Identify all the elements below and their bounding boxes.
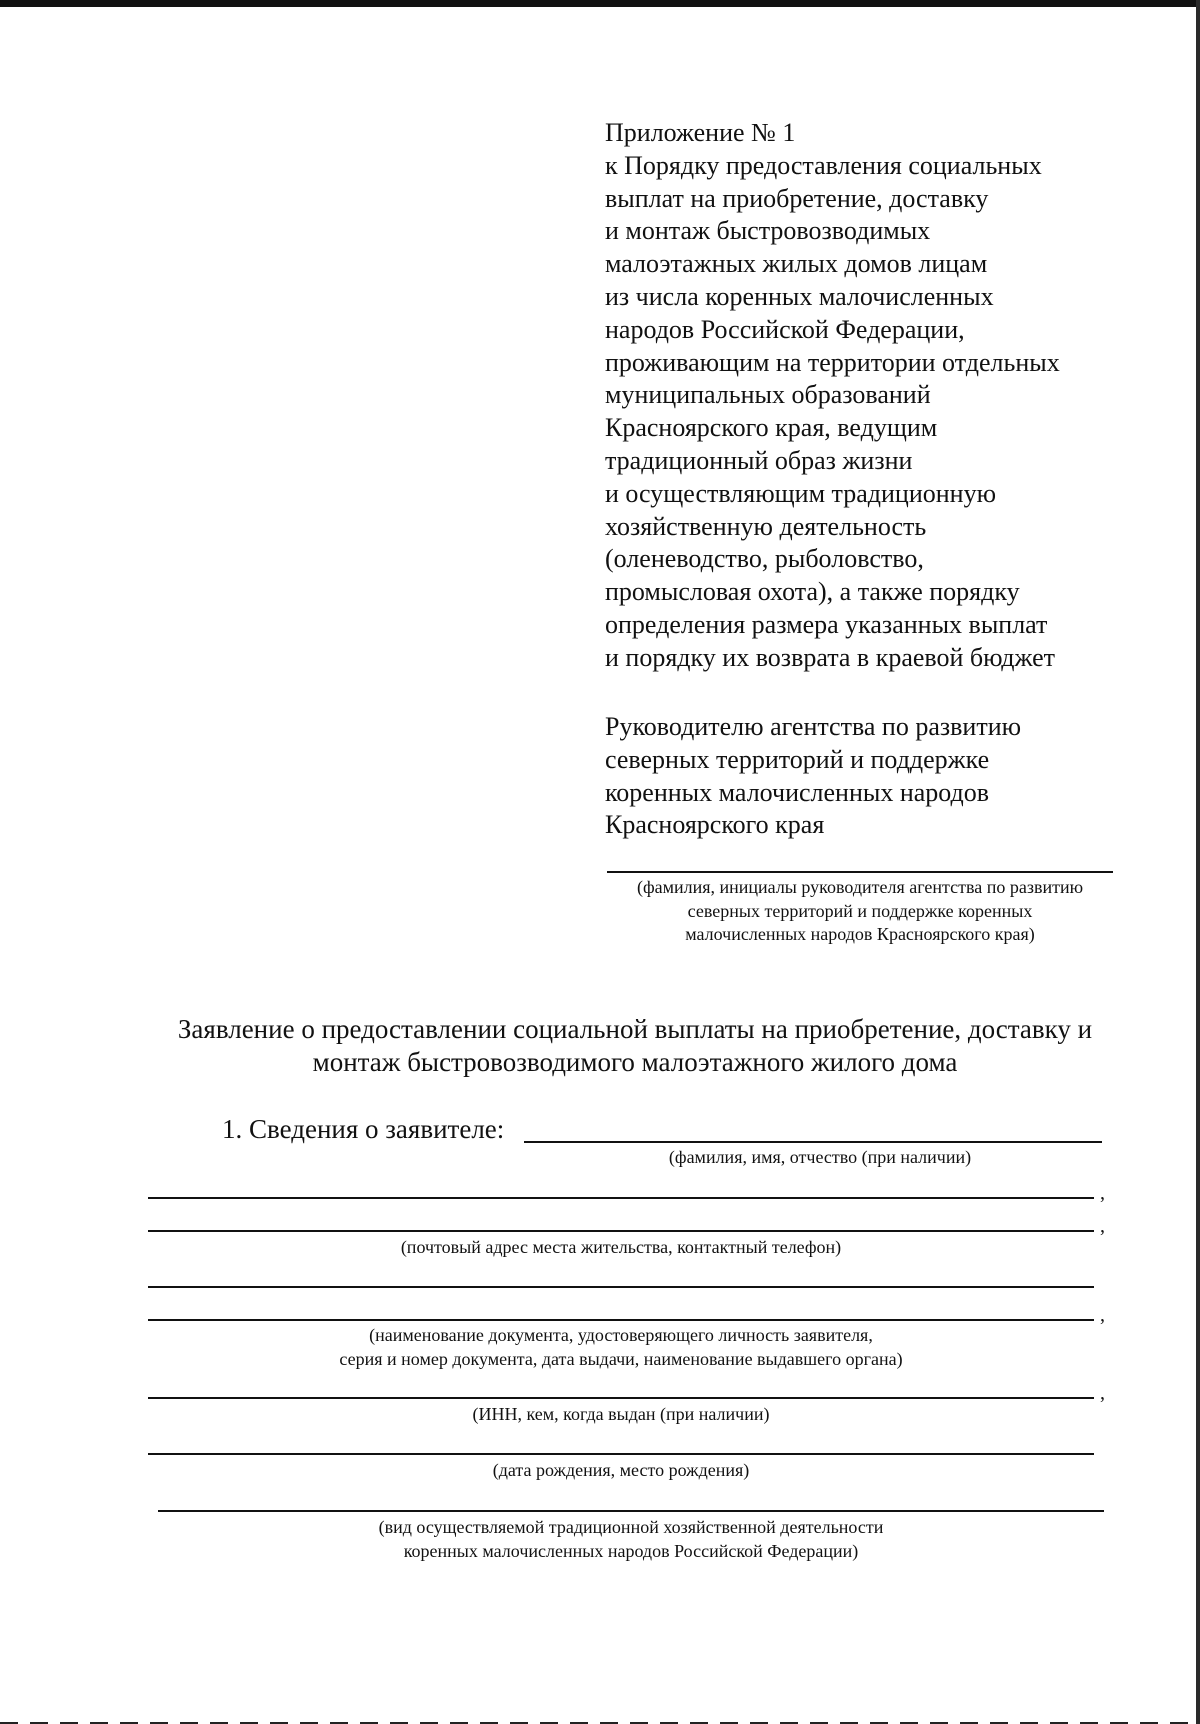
document-caption: (наименование документа, удостоверяющего личность заявителя, серия и номер документа, дата выдачи, наименование выдавшего органа)	[339, 1325, 903, 1369]
addressee-line: коренных малочисленных народов	[605, 777, 990, 807]
appendix-line: выплат на приобретение, доставку	[605, 183, 989, 213]
activity-caption: (вид осуществляемой традиционной хозяйственной деятельности коренных малочисленных народов Российской Федерации)	[378, 1517, 884, 1561]
scan-edge-top	[0, 0, 1200, 7]
comma-mark: ,	[1100, 1215, 1105, 1237]
address-field-2[interactable]	[148, 1230, 1094, 1232]
appendix-line: малоэтажных жилых домов лицам	[605, 249, 988, 279]
application-title: Заявление о предоставлении социальной выплаты на приобретение, доставку и монтаж быстровозводимого малоэтажного жилого дома	[177, 1014, 1093, 1077]
section-applicant-label: 1. Сведения о заявителе:	[222, 1114, 505, 1144]
appendix-line: и осуществляющим традиционную	[605, 478, 996, 508]
addressee-name-field[interactable]	[607, 871, 1113, 873]
appendix-line: к Порядку предоставления социальных	[605, 150, 1042, 180]
comma-mark: ,	[1100, 1182, 1105, 1204]
inn-caption: (ИНН, кем, когда выдан (при наличии)	[472, 1404, 770, 1424]
appendix-line: муниципальных образований	[605, 380, 931, 410]
birth-field[interactable]	[148, 1453, 1094, 1455]
appendix-line: определения размера указанных выплат	[605, 609, 1048, 639]
addressee-line: Красноярского края	[605, 810, 825, 840]
addressee-block	[605, 711, 1125, 842]
appendix-line: проживающим на территории отдельных	[605, 347, 1060, 377]
appendix-line: из числа коренных малочисленных	[605, 281, 994, 311]
appendix-line: традиционный образ жизни	[605, 445, 913, 475]
appendix-line: промысловая охота), а также порядку	[605, 577, 1020, 607]
addressee-name-caption: (фамилия, инициалы руководителя агентства по развитию северных территорий и поддержке коренных малочисленных народов Красноярского края)	[636, 877, 1084, 944]
appendix-line: и порядку их возврата в краевой бюджет	[605, 642, 1056, 672]
activity-field[interactable]	[158, 1510, 1104, 1512]
appendix-line: и монтаж быстровозводимых	[605, 216, 931, 246]
document-field-2[interactable]	[148, 1319, 1094, 1321]
applicant-name-caption: (фамилия, имя, отчество (при наличии)	[668, 1147, 972, 1167]
address-field-1[interactable]	[148, 1197, 1094, 1199]
appendix-header	[605, 117, 1125, 675]
appendix-line: Приложение № 1	[605, 118, 796, 147]
comma-mark: ,	[1100, 1304, 1105, 1326]
appendix-line: хозяйственную деятельность	[605, 511, 927, 541]
addressee-line: Руководителю агентства по развитию	[605, 712, 1022, 741]
document-field-1[interactable]	[148, 1286, 1094, 1288]
appendix-line: Красноярского края, ведущим	[605, 413, 938, 443]
addressee-line: северных территорий и поддержке	[605, 744, 990, 774]
appendix-line: народов Российской Федерации,	[605, 314, 965, 344]
address-caption: (почтовый адрес места жительства, контактный телефон)	[400, 1237, 842, 1257]
applicant-name-field[interactable]	[524, 1141, 1102, 1143]
birth-caption: (дата рождения, место рождения)	[492, 1460, 750, 1480]
inn-field[interactable]	[148, 1397, 1094, 1399]
comma-mark: ,	[1100, 1382, 1105, 1404]
appendix-line: (оленеводство, рыболовство,	[605, 544, 924, 574]
scan-edge-right	[1196, 0, 1200, 1724]
